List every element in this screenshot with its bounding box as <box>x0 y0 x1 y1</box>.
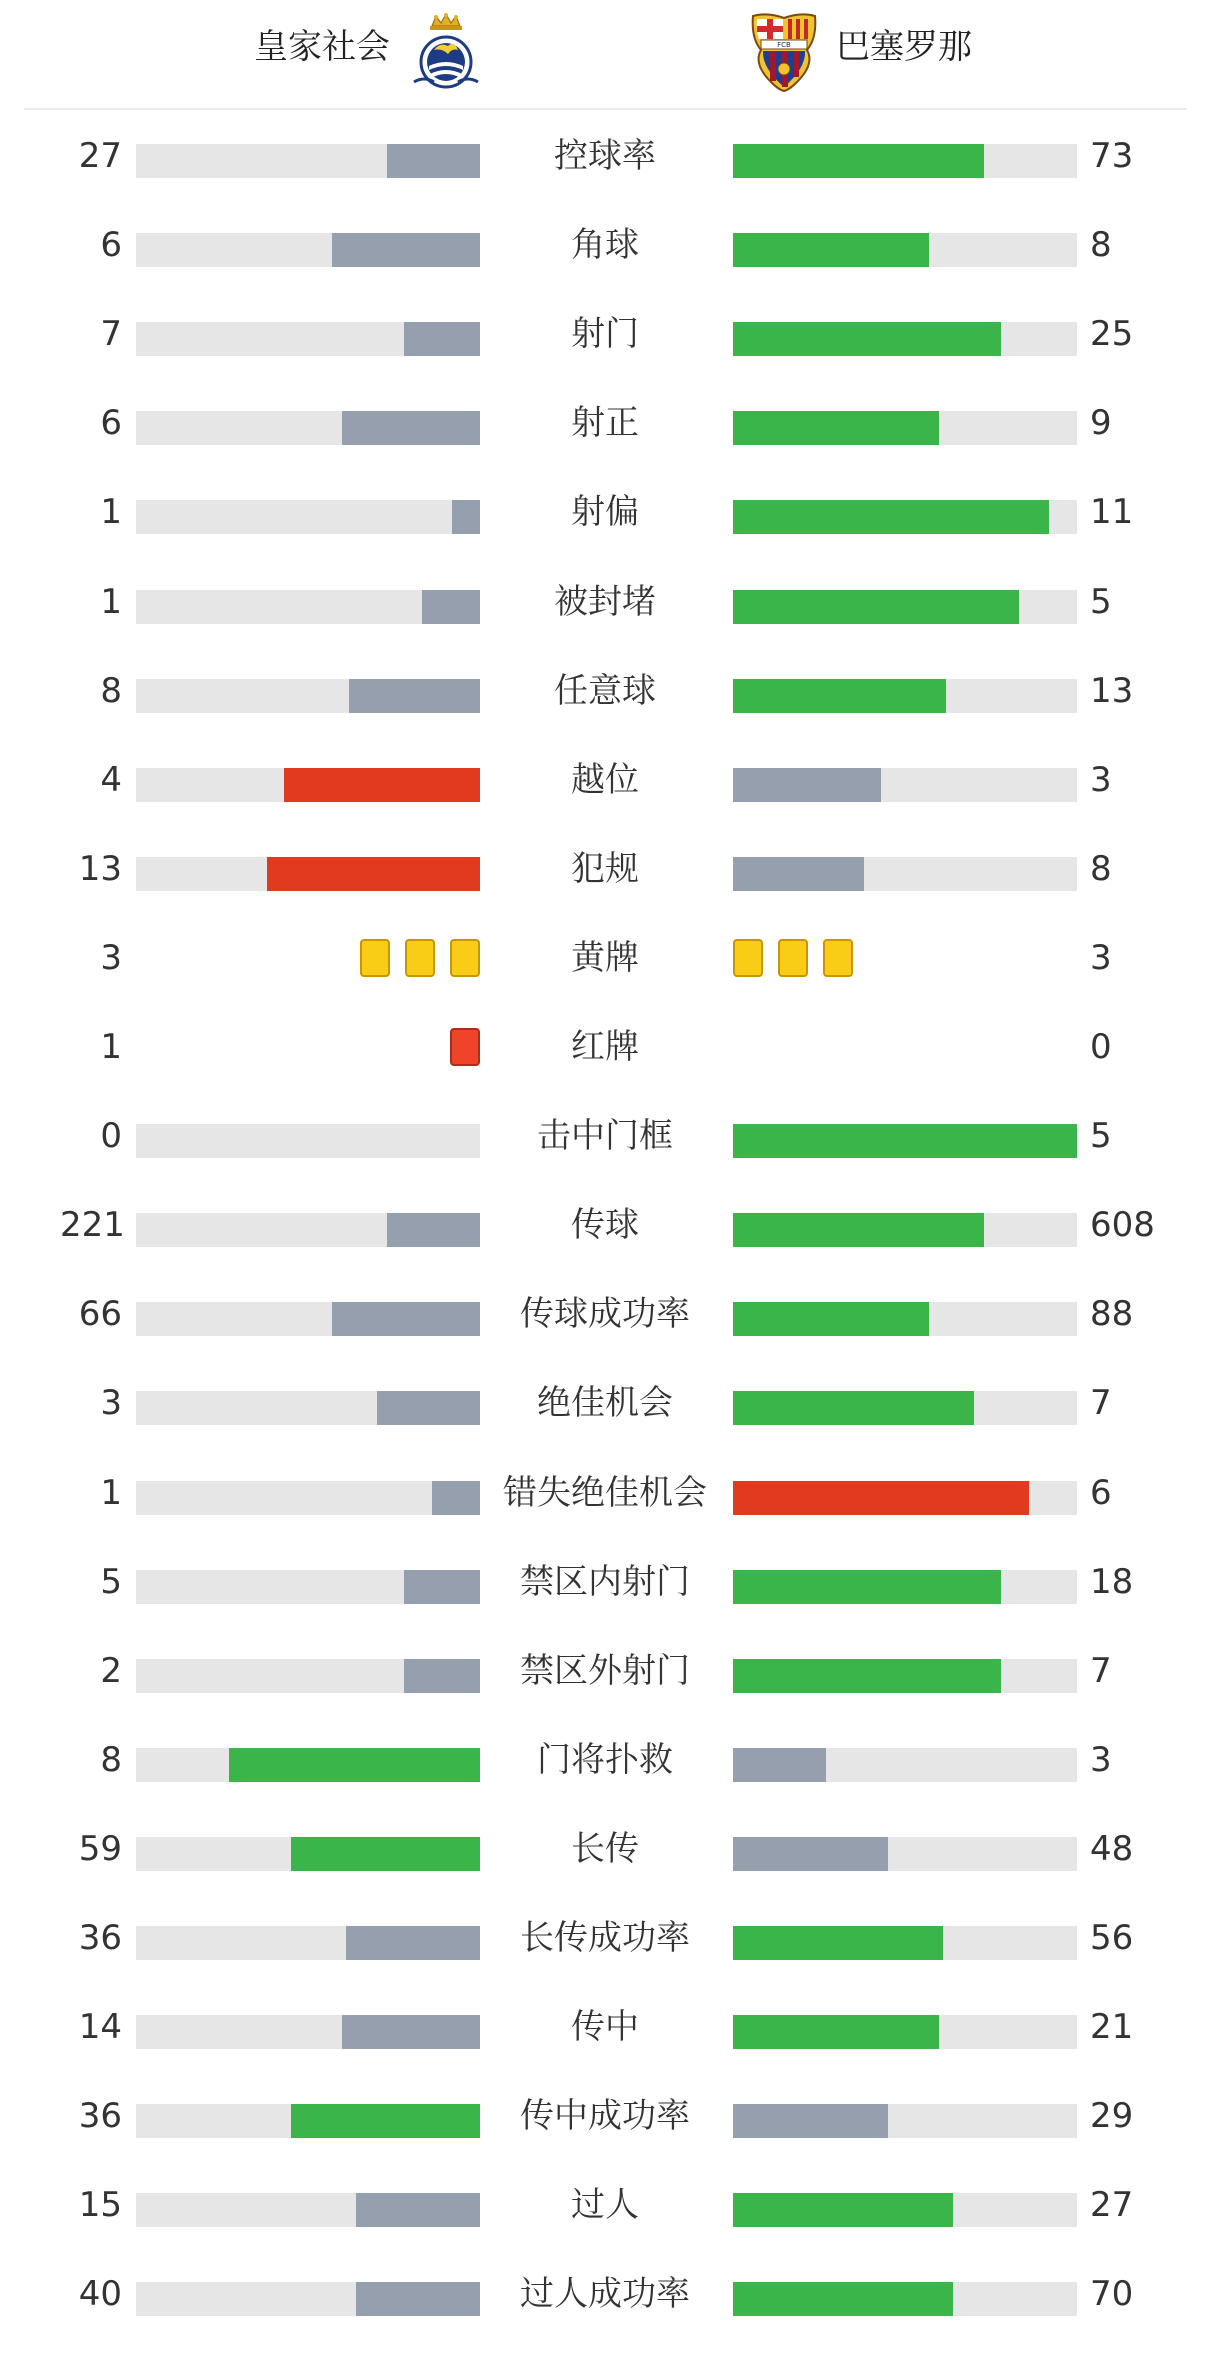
svg-text:FCB: FCB <box>777 41 791 49</box>
home-bar-track <box>136 1659 480 1693</box>
home-bar-track <box>136 411 480 445</box>
away-bar-fill <box>733 1302 929 1336</box>
home-value: 0 <box>100 1116 122 1157</box>
stat-row <box>0 2160 1207 2250</box>
home-bar-fill <box>291 2104 480 2138</box>
stat-row <box>0 200 1207 290</box>
home-bar-track <box>136 1213 480 1247</box>
home-value: 221 <box>60 1205 125 1246</box>
stat-row <box>0 1448 1207 1538</box>
away-value: 3 <box>1090 1739 1112 1780</box>
stat-label: 被封堵 <box>554 581 656 622</box>
stat-label: 射偏 <box>571 492 639 533</box>
stat-label: 传球 <box>571 1205 639 1246</box>
away-bar-fill <box>733 500 1049 534</box>
away-value: 25 <box>1090 314 1134 355</box>
stat-row <box>0 1091 1207 1181</box>
home-bar-fill <box>267 857 480 891</box>
away-bar-track <box>733 1391 1077 1425</box>
away-cards <box>733 1028 1077 1068</box>
stat-row <box>0 289 1207 379</box>
home-value: 36 <box>78 1918 122 1958</box>
yellow-card-icon <box>778 939 808 977</box>
home-value: 13 <box>78 848 122 889</box>
home-bar-track <box>136 857 480 891</box>
away-bar-track <box>733 2193 1077 2227</box>
stat-row <box>0 735 1207 825</box>
stat-row <box>0 1269 1207 1359</box>
home-value: 2 <box>100 1650 122 1691</box>
stat-label: 传中 <box>571 2007 639 2048</box>
home-value: 59 <box>78 1828 122 1869</box>
away-value: 7 <box>1090 1650 1112 1691</box>
away-team-name: 巴塞罗那 <box>836 27 972 67</box>
away-bar-track <box>733 144 1077 178</box>
home-value: 1 <box>100 1472 122 1513</box>
stat-row <box>0 1626 1207 1716</box>
home-bar-track <box>136 1748 480 1782</box>
away-bar-fill <box>733 857 864 891</box>
stat-row <box>0 646 1207 736</box>
stat-label: 射门 <box>571 314 639 355</box>
yellow-card-icon <box>450 939 480 977</box>
home-bar-fill <box>349 679 480 713</box>
away-value: 6 <box>1090 1472 1112 1513</box>
away-bar-fill <box>733 1570 1001 1604</box>
away-bar-fill <box>733 2104 888 2138</box>
home-bar-track <box>136 1926 480 1960</box>
stat-label: 任意球 <box>554 670 656 711</box>
stat-label: 控球率 <box>554 136 656 176</box>
away-bar-fill <box>733 1659 1001 1693</box>
home-cards <box>136 939 480 979</box>
away-bar-fill <box>733 1837 888 1871</box>
home-value: 5 <box>100 1561 122 1602</box>
stat-label: 过人成功率 <box>520 2274 690 2315</box>
stat-label: 黄牌 <box>571 937 639 978</box>
away-bar-fill <box>733 2282 953 2316</box>
stat-label: 长传成功率 <box>520 1918 690 1958</box>
home-value: 3 <box>100 1383 122 1424</box>
stat-row <box>0 1982 1207 2072</box>
stat-label: 禁区内射门 <box>520 1561 690 1602</box>
stat-row <box>0 1537 1207 1627</box>
home-bar-fill <box>452 500 480 534</box>
away-value: 29 <box>1090 2096 1134 2137</box>
away-bar-track <box>733 500 1077 534</box>
away-bar-track <box>733 1213 1077 1247</box>
yellow-card-icon <box>360 939 390 977</box>
home-bar-track <box>136 2104 480 2138</box>
stat-row <box>0 1715 1207 1805</box>
away-bar-track <box>733 1481 1077 1515</box>
home-bar-track <box>136 1391 480 1425</box>
away-bar-track <box>733 1302 1077 1336</box>
home-bar-track <box>136 1302 480 1336</box>
home-bar-fill <box>404 322 480 356</box>
stat-label: 传中成功率 <box>520 2096 690 2137</box>
home-bar-fill <box>404 1659 480 1693</box>
home-value: 66 <box>78 1294 122 1335</box>
away-value: 11 <box>1090 492 1134 533</box>
home-value: 1 <box>100 1027 122 1067</box>
home-bar-track <box>136 144 480 178</box>
home-value: 1 <box>100 492 122 533</box>
stat-label: 击中门框 <box>537 1116 673 1157</box>
away-value: 18 <box>1090 1561 1134 1602</box>
stat-label: 角球 <box>571 225 639 266</box>
stat-row <box>0 2071 1207 2161</box>
away-value: 608 <box>1090 1205 1155 1246</box>
home-bar-track <box>136 233 480 267</box>
home-bar-track <box>136 500 480 534</box>
away-value: 88 <box>1090 1294 1134 1335</box>
stat-row <box>0 1893 1207 1983</box>
away-bar-fill <box>733 1748 826 1782</box>
stat-row <box>0 2249 1207 2339</box>
away-value: 0 <box>1090 1027 1112 1067</box>
home-bar-fill <box>342 2015 480 2049</box>
stat-label: 绝佳机会 <box>537 1383 673 1424</box>
stat-label: 门将扑救 <box>537 1739 673 1780</box>
red-card-icon <box>450 1028 480 1066</box>
home-value: 8 <box>100 670 122 711</box>
stat-label: 射正 <box>571 403 639 444</box>
away-bar-track <box>733 1570 1077 1604</box>
home-bar-track <box>136 2193 480 2227</box>
home-bar-fill <box>291 1837 480 1871</box>
home-bar-fill <box>356 2282 480 2316</box>
stat-label: 禁区外射门 <box>520 1650 690 1691</box>
away-bar-track <box>733 2015 1077 2049</box>
home-bar-track <box>136 2015 480 2049</box>
stat-row <box>0 378 1207 468</box>
stat-row <box>0 1002 1207 1092</box>
home-bar-fill <box>377 1391 480 1425</box>
away-value: 73 <box>1090 136 1134 176</box>
away-bar-fill <box>733 2193 953 2227</box>
stat-label: 越位 <box>571 759 639 800</box>
away-value: 70 <box>1090 2274 1134 2315</box>
away-bar-track <box>733 1124 1077 1158</box>
home-bar-fill <box>284 768 480 802</box>
home-bar-fill <box>332 1302 480 1336</box>
away-bar-fill <box>733 322 1001 356</box>
away-value: 48 <box>1090 1828 1134 1869</box>
away-bar-track <box>733 679 1077 713</box>
home-bar-track <box>136 1481 480 1515</box>
away-value: 8 <box>1090 225 1112 266</box>
away-bar-fill <box>733 1481 1029 1515</box>
away-bar-track <box>733 1837 1077 1871</box>
home-value: 3 <box>100 937 122 978</box>
away-bar-track <box>733 2104 1077 2138</box>
away-bar-track <box>733 1748 1077 1782</box>
away-value: 56 <box>1090 1918 1134 1958</box>
away-value: 3 <box>1090 759 1112 800</box>
stat-label: 传球成功率 <box>520 1294 690 1335</box>
away-value: 3 <box>1090 937 1112 978</box>
away-bar-fill <box>733 1926 943 1960</box>
stat-label: 过人 <box>571 2185 639 2226</box>
home-value: 6 <box>100 225 122 266</box>
stat-label: 长传 <box>571 1828 639 1869</box>
away-bar-fill <box>733 1124 1077 1158</box>
away-value: 7 <box>1090 1383 1112 1424</box>
away-bar-track <box>733 233 1077 267</box>
stat-row <box>0 1804 1207 1894</box>
home-value: 6 <box>100 403 122 444</box>
yellow-card-icon <box>405 939 435 977</box>
away-bar-track <box>733 1926 1077 1960</box>
home-bar-fill <box>387 144 480 178</box>
home-bar-track <box>136 1837 480 1871</box>
home-value: 4 <box>100 759 122 800</box>
away-bar-fill <box>733 411 939 445</box>
yellow-card-icon <box>823 939 853 977</box>
home-value: 7 <box>100 314 122 355</box>
stat-row <box>0 824 1207 914</box>
stat-row <box>0 467 1207 557</box>
away-bar-track <box>733 768 1077 802</box>
away-value: 5 <box>1090 581 1112 622</box>
stat-label: 红牌 <box>571 1027 639 1067</box>
stat-row <box>0 913 1207 1003</box>
stat-row <box>0 1180 1207 1270</box>
stat-row <box>0 557 1207 647</box>
home-bar-fill <box>422 590 480 624</box>
home-bar-fill <box>387 1213 480 1247</box>
away-cards <box>733 939 1077 979</box>
home-value: 1 <box>100 581 122 622</box>
home-cards <box>136 1028 480 1068</box>
home-bar-track <box>136 1570 480 1604</box>
home-bar-track <box>136 322 480 356</box>
home-bar-fill <box>342 411 480 445</box>
stat-row <box>0 111 1207 201</box>
home-bar-track <box>136 2282 480 2316</box>
home-bar-track <box>136 1124 480 1158</box>
away-value: 21 <box>1090 2007 1134 2048</box>
home-bar-fill <box>356 2193 480 2227</box>
home-bar-track <box>136 768 480 802</box>
away-value: 13 <box>1090 670 1134 711</box>
home-bar-track <box>136 590 480 624</box>
away-value: 8 <box>1090 848 1112 889</box>
away-bar-fill <box>733 144 984 178</box>
away-bar-track <box>733 2282 1077 2316</box>
home-team-name: 皇家社会 <box>254 27 390 67</box>
away-bar-track <box>733 322 1077 356</box>
home-bar-track <box>136 679 480 713</box>
home-bar-fill <box>404 1570 480 1604</box>
away-bar-fill <box>733 768 881 802</box>
home-value: 36 <box>78 2096 122 2137</box>
away-value: 5 <box>1090 1116 1112 1157</box>
away-value: 27 <box>1090 2185 1134 2226</box>
home-bar-fill <box>229 1748 480 1782</box>
stat-row <box>0 1358 1207 1448</box>
away-bar-fill <box>733 233 929 267</box>
away-bar-fill <box>733 590 1019 624</box>
stat-label: 犯规 <box>571 848 639 889</box>
away-bar-fill <box>733 1391 974 1425</box>
away-bar-fill <box>733 1213 984 1247</box>
home-value: 15 <box>78 2185 122 2226</box>
away-bar-track <box>733 1659 1077 1693</box>
stat-label: 错失绝佳机会 <box>503 1472 707 1513</box>
home-value: 27 <box>78 136 122 176</box>
home-bar-fill <box>346 1926 480 1960</box>
away-value: 9 <box>1090 403 1112 444</box>
home-bar-fill <box>332 233 480 267</box>
away-bar-fill <box>733 679 946 713</box>
home-value: 14 <box>78 2007 122 2048</box>
home-bar-fill <box>432 1481 480 1515</box>
home-value: 40 <box>78 2274 122 2315</box>
away-bar-track <box>733 857 1077 891</box>
away-bar-track <box>733 590 1077 624</box>
home-value: 8 <box>100 1739 122 1780</box>
away-bar-fill <box>733 2015 939 2049</box>
away-bar-track <box>733 411 1077 445</box>
yellow-card-icon <box>733 939 763 977</box>
